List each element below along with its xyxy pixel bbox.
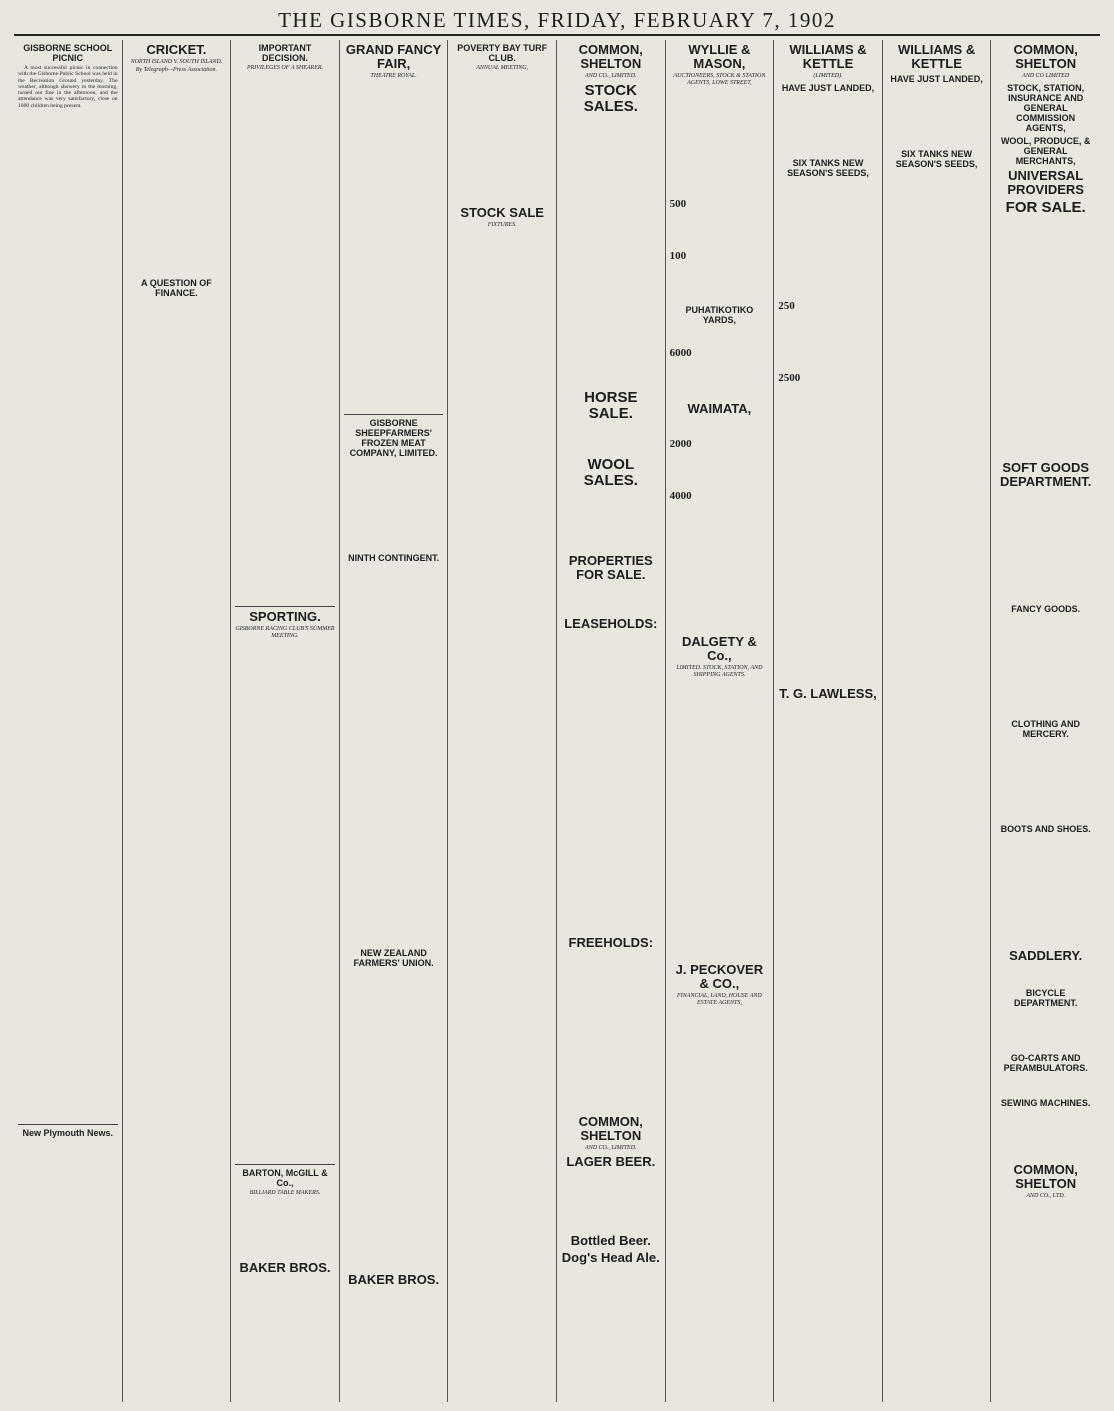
peckover-heading: J. PECKOVER & CO., <box>675 962 764 991</box>
decision-sub: PRIVILEGES OF A SHEARER. <box>246 65 324 71</box>
stock-sales-body <box>561 117 661 387</box>
count-2000: 2000 <box>669 438 692 450</box>
baker-heading-2: BAKER BROS. <box>348 1272 440 1287</box>
williams-kettle-heading: WILLIAMS & KETTLE <box>789 42 867 71</box>
dalgety-heading: DALGETY & Co., <box>681 634 757 663</box>
universal-providers-heading: UNIVERSAL PROVIDERS <box>1007 168 1084 197</box>
columns <box>14 40 1100 1402</box>
school-picnic-text: A most successful picnic in connection with the Gisborne Public School was held in the Recreation Ground yesterday. The weather, although showery in the morning, turned out fine in the afternoon, and the attendance was very satisfactory, close on 1000 children being present. <box>18 65 118 109</box>
landed-body <box>778 95 878 155</box>
common-shelton-sub-3: AND CO LIMITED <box>1022 73 1070 79</box>
bottled-beer-heading: Bottled Beer. <box>570 1233 651 1248</box>
divider <box>235 606 335 607</box>
williams-kettle-sub: (LIMITED). <box>813 73 843 79</box>
soft-goods-heading: SOFT GOODS DEPARTMENT. <box>999 460 1092 489</box>
turf-club-body <box>452 73 552 203</box>
column-2 <box>123 40 232 1402</box>
boots-body <box>995 836 1096 946</box>
finance-heading: A QUESTION OF FINANCE. <box>141 278 212 298</box>
divider <box>344 414 444 415</box>
have-landed-heading: HAVE JUST LANDED, <box>781 83 875 93</box>
farmers-union-body <box>344 970 444 1270</box>
fancy-fair-body <box>344 81 444 411</box>
dalgety-sub: LIMITED. STOCK, STATION, AND SHIPPING AGENTS. <box>676 665 763 678</box>
stock-sales-heading: STOCK SALES. <box>583 82 638 115</box>
fixtures-sub: FIXTURES. <box>487 222 517 228</box>
spacer <box>670 262 770 302</box>
stock-station-heading: STOCK, STATION, INSURANCE AND GENERAL COMMISSION AGENTS, <box>1007 83 1085 133</box>
stock-sale-heading: STOCK SALE <box>460 205 544 220</box>
masthead-title: THE GISBORNE TIMES, FRIDAY, FEBRUARY 7, 1902 <box>14 6 1100 36</box>
six-tanks-heading: SIX TANKS NEW SEASON'S SEEDS, <box>787 158 869 178</box>
barton-heading: BARTON, McGILL & Co., <box>242 1168 328 1188</box>
spacer <box>778 312 878 372</box>
cricket-sub: NORTH ISLAND V. SOUTH ISLAND. <box>130 59 223 65</box>
count-250: 250 <box>778 300 795 312</box>
lager-body <box>561 1171 661 1231</box>
horse-sale-body <box>561 424 661 454</box>
column-6 <box>557 40 666 1402</box>
new-plymouth-heading: New Plymouth News. <box>22 1128 114 1139</box>
properties-body <box>561 584 661 614</box>
fancy-fair-sub: THEATRE ROYAL. <box>370 73 417 79</box>
column-4 <box>340 40 449 1402</box>
wyllie-mason-heading: WYLLIE & MASON, <box>688 42 751 71</box>
common-shelton-heading: COMMON, SHELTON <box>578 42 643 71</box>
saddlery-heading: SADDLERY. <box>1009 948 1083 963</box>
count-500: 500 <box>669 198 687 210</box>
wool-sales-heading: WOOL SALES. <box>583 456 638 489</box>
divider <box>18 1124 118 1125</box>
ninth-contingent-heading: NINTH CONTINGENT. <box>348 553 440 563</box>
count-6000: 6000 <box>669 347 692 359</box>
sewing-heading: SEWING MACHINES. <box>1000 1098 1091 1108</box>
cricket-body <box>127 75 227 275</box>
dalgety-body <box>670 680 770 960</box>
common-shelton-heading-2: COMMON, SHELTON <box>578 1114 643 1143</box>
sporting-heading: SPORTING. <box>249 609 321 624</box>
column-3 <box>231 40 340 1402</box>
barton-body <box>235 1198 335 1258</box>
decision-heading: IMPORTANT DECISION. <box>258 43 312 63</box>
bicycle-body <box>995 1010 1096 1050</box>
leaseholds-body <box>561 633 661 933</box>
fancy-goods-heading: FANCY GOODS. <box>1011 604 1081 614</box>
count-2500: 2500 <box>778 372 801 384</box>
six-tanks-heading-2: SIX TANKS NEW SEASON'S SEEDS, <box>895 149 978 169</box>
decision-body <box>235 73 335 603</box>
spacer <box>670 359 770 399</box>
column-5 <box>448 40 557 1402</box>
count-4000: 4000 <box>669 490 692 502</box>
clothing-heading: CLOTHING AND MERCERY. <box>1011 719 1081 739</box>
properties-heading: PROPERTIES FOR SALE. <box>568 553 653 582</box>
column-9 <box>883 40 992 1402</box>
landed-body-2 <box>887 86 987 146</box>
barton-sub: BILLIARD TABLE MAKERS. <box>249 1190 321 1196</box>
dogs-head-ale-heading: Dog's Head Ale. <box>561 1250 660 1265</box>
wyllie-body <box>670 88 770 198</box>
annual-meeting-sub: ANNUAL MEETING, <box>476 65 529 71</box>
turf-club-heading: POVERTY BAY TURF CLUB. <box>457 43 548 63</box>
boots-heading: BOOTS AND SHOES. <box>1000 824 1091 834</box>
column-1 <box>14 40 123 1402</box>
divider <box>235 1164 335 1165</box>
wool-sales-body <box>561 491 661 551</box>
sewing-body <box>995 1110 1096 1160</box>
lager-beer-heading: LAGER BEER. <box>566 1154 656 1169</box>
spacer <box>670 502 770 632</box>
baker-heading: BAKER BROS. <box>239 1260 331 1275</box>
williams-kettle-heading-2: WILLIAMS & KETTLE <box>897 42 976 71</box>
bicycle-heading: BICYCLE DEPARTMENT. <box>1014 988 1078 1008</box>
column-7 <box>666 40 775 1402</box>
racing-sub: GISBORNE RACING CLUB'S SUMMER MEETING. <box>235 626 335 639</box>
wyllie-mason-sub: AUCTIONEERS, STOCK & STATION AGENTS, LOWE STREET, <box>673 73 766 86</box>
sporting-body <box>235 641 335 1161</box>
clothing-body <box>995 741 1096 821</box>
sheepfarmers-body <box>344 460 444 550</box>
count-100: 100 <box>669 250 687 262</box>
freeholds-body <box>561 952 661 1112</box>
cricket-heading: CRICKET. <box>146 42 207 57</box>
wool-produce-heading: WOOL, PRODUCE, & GENERAL MERCHANTS, <box>1000 136 1091 166</box>
horse-sale-heading: HORSE SALE. <box>584 389 638 422</box>
have-landed-heading-2: HAVE JUST LANDED, <box>890 74 983 84</box>
notices-body <box>344 565 444 945</box>
common-shelton-footer-sub: AND CO., LTD. <box>1026 1193 1066 1199</box>
school-picnic-heading: GISBORNE SCHOOL PICNIC <box>23 43 113 63</box>
column-10 <box>991 40 1100 1402</box>
spacer <box>670 210 770 250</box>
column-1-body <box>18 111 118 1121</box>
spacer <box>778 384 878 684</box>
for-sale-body <box>995 218 1096 458</box>
cricket-source: By Telegraph—Press Association. <box>135 67 218 73</box>
fancy-goods-body <box>995 616 1096 716</box>
soft-goods-body <box>995 491 1096 601</box>
spacer <box>670 450 770 490</box>
lawless-heading: T. G. LAWLESS, <box>779 686 877 701</box>
go-carts-heading: GO-CARTS AND PERAMBULATORS. <box>1003 1053 1088 1073</box>
peckover-sub: FINANCIAL, LAND, HOUSE AND ESTATE AGENTS, <box>677 993 762 1006</box>
spacer <box>670 418 770 438</box>
go-carts-body <box>995 1075 1096 1095</box>
seeds-body <box>778 180 878 300</box>
spacer <box>670 327 770 347</box>
common-shelton-heading-3: COMMON, SHELTON <box>1013 42 1078 71</box>
freeholds-heading: FREEHOLDS: <box>568 935 654 950</box>
puhatikotiko-heading: PUHATIKOTIKO YARDS, <box>685 305 754 325</box>
fancy-fair-heading: GRAND FANCY FAIR, <box>345 42 442 71</box>
waimata-heading: WAIMATA, <box>687 401 752 416</box>
for-sale-heading: FOR SALE. <box>1005 199 1086 216</box>
common-shelton-footer: COMMON, SHELTON <box>1013 1162 1078 1191</box>
common-shelton-sub: AND CO., LIMITED. <box>585 73 637 79</box>
column-8 <box>774 40 883 1402</box>
leaseholds-heading: LEASEHOLDS: <box>564 616 658 631</box>
sheepfarmers-heading: GISBORNE SHEEPFARMERS' FROZEN MEAT COMPANY, LIMITED. <box>349 418 438 458</box>
farmers-union-heading: NEW ZEALAND FARMERS' UNION. <box>353 948 434 968</box>
common-shelton-sub-2: AND CO., LIMITED. <box>585 1145 637 1151</box>
saddlery-body <box>995 965 1096 985</box>
